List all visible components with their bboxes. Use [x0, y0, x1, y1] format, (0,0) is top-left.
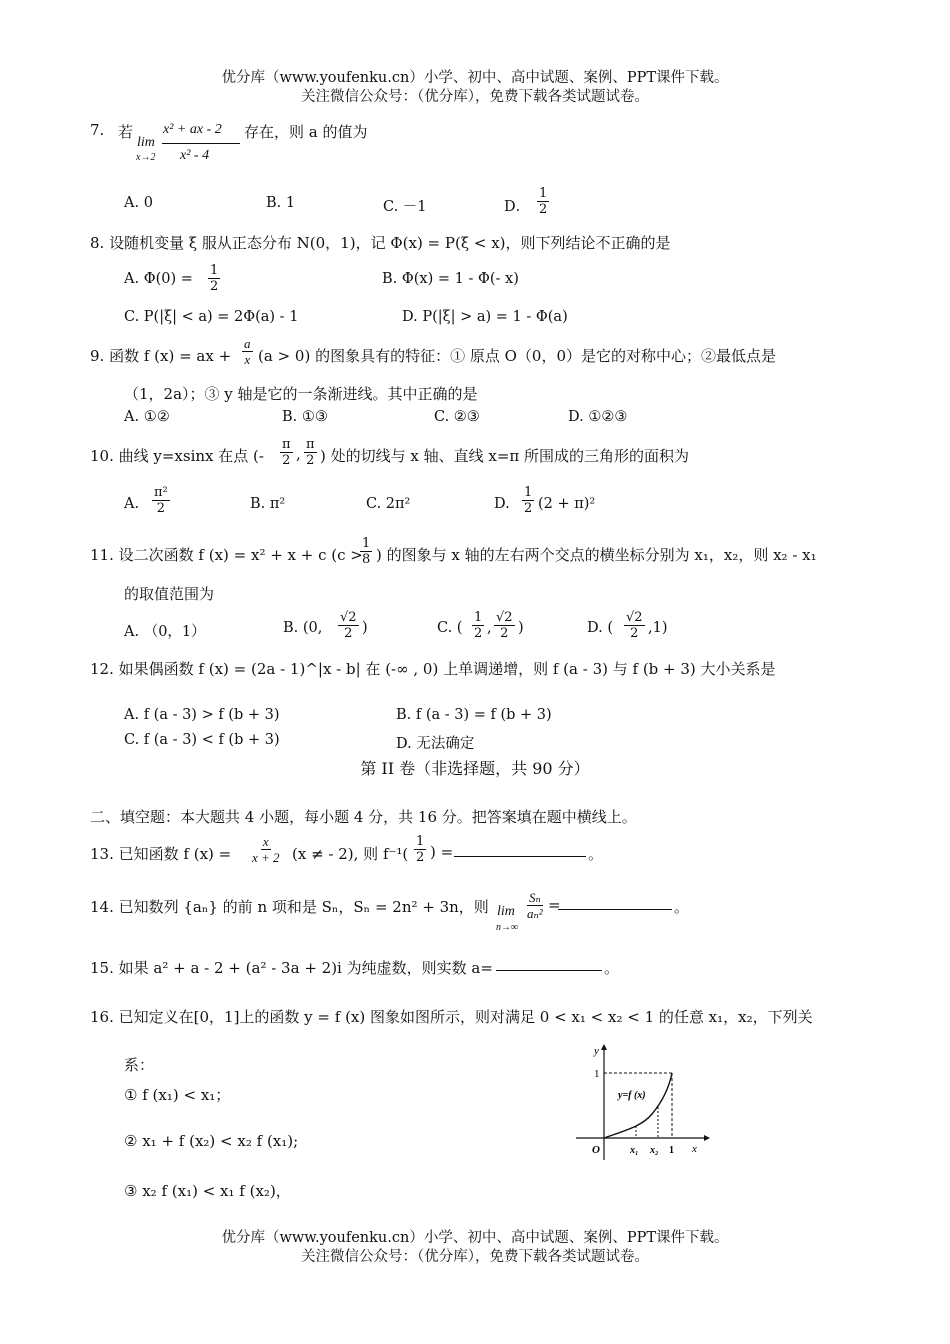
q14-frac [523, 890, 547, 921]
section-2-title: 第 II 卷（非选择题，共 90 分） [360, 759, 590, 778]
q10-option-c: C. 2π² [366, 496, 411, 512]
q7-option-b: B. 1 [266, 195, 296, 211]
q10-a-num: π² [154, 485, 168, 500]
x1-tick-label: x₁ [630, 1145, 639, 1156]
q11-option-a: A. （0，1） [124, 624, 206, 640]
q16-line-1: 16. 已知定义在[0，1]上的函数 y = f (x) 图象如图所示，则对满足 0 < x₁ < x₂ < 1 的任意 x₁，x₂，下列关 [90, 1008, 813, 1026]
q12-option-d: D. 无法确定 [396, 736, 475, 752]
q13-end: 。 [588, 845, 604, 863]
q14-l-num: Sₙ [528, 890, 541, 905]
q11-c2-num: √2 [496, 610, 513, 625]
q7-d-den: 2 [539, 202, 548, 217]
q12-option-c: C. f (a - 3) < f (b + 3) [124, 732, 280, 748]
q10-p-den2: 2 [306, 453, 315, 468]
q11-d-den: 2 [630, 626, 639, 641]
y-axis-label: y [594, 1045, 599, 1057]
q11-option-d-frac [622, 610, 647, 641]
curve-label: y=f (x) [618, 1090, 646, 1101]
q7-number: 7. [90, 121, 105, 139]
q14-answer-blank[interactable] [558, 895, 672, 914]
q10-d-den: 2 [524, 501, 533, 516]
q11-b-den: 2 [344, 626, 353, 641]
q10-suffix: ) 处的切线与 x 轴、直线 x=π 所围成的三角形的面积为 [320, 447, 690, 465]
q15-end: 。 [604, 959, 620, 977]
q11-d-num: √2 [626, 610, 643, 625]
q10-p-den: 2 [282, 453, 291, 468]
q9-frac-den: x [244, 352, 251, 367]
q12-option-a: A. f (a - 3) > f (b + 3) [124, 707, 280, 723]
q11-b-num: √2 [340, 610, 357, 625]
q7-lim-sub: x→2 [136, 152, 156, 163]
q10-a-den: 2 [156, 501, 166, 516]
q10-option-a: A. [124, 496, 140, 512]
q13-prefix: 13. 已知函数 f (x) = [90, 845, 232, 863]
footer-line-2: 关注微信公众号：（优分库），免费下载各类试题试卷。 [301, 1249, 649, 1265]
q14-lim-sub: n→∞ [496, 922, 519, 933]
q10-d-num: 1 [524, 485, 533, 500]
q11-c1-den: 2 [474, 626, 483, 641]
q10-p-num2: π [306, 437, 315, 452]
function-graph [572, 1040, 712, 1164]
q9-suffix: (a > 0) 的图象具有的特征：① 原点 O（0，0）是它的对称中心；②最低点是 [258, 347, 776, 365]
q11-option-b: B. (0, [283, 620, 323, 636]
q13-tail: ) = [430, 843, 454, 861]
q16-line-2: 系： [124, 1056, 155, 1074]
q14-prefix: 14. 已知数列 {aₙ} 的前 n 项和是 Sₙ，Sₙ = 2n² + 3n，则 [90, 898, 489, 916]
q12-text: 12. 如果偶函数 f (x) = (2a - 1)^|x - b| 在 (-∞ , 0) 上单调递增，则 f (a - 3) 与 f (b + 3) 大小关系是 [90, 660, 776, 678]
q13-mid: (x ≠ - 2), 则 f⁻¹( [292, 845, 409, 863]
x-axis-label: x [692, 1143, 697, 1155]
q14-l-den: aₙ² [527, 906, 543, 921]
q10-option-a-frac [150, 485, 172, 516]
q11-option-b-frac [336, 610, 361, 641]
footer-line-1: 优分库（www.youfenku.cn）小学、初中、高中试题、案例、PPT课件下载。 [221, 1230, 729, 1246]
q15-text: 15. 如果 a² + a - 2 + (a² - 3a + 2)i 为纯虚数，则实数 a= [90, 959, 493, 977]
q7-d-num: 1 [539, 186, 548, 201]
q13-a-num: 1 [416, 834, 425, 849]
q9-frac-num: a [244, 336, 251, 351]
q14-lim: lim [497, 904, 515, 919]
q7-option-c: C. －1 [383, 199, 427, 215]
q9-option-d: D. ①②③ [568, 409, 628, 425]
q10-option-b: B. π² [250, 496, 286, 512]
q11-option-c-comma: , [487, 620, 492, 636]
q12-option-b: B. f (a - 3) = f (b + 3) [396, 707, 552, 723]
x2-tick-label: x₂ [650, 1145, 659, 1156]
q7-prefix: 若 [118, 123, 134, 141]
q11-c-num: 1 [362, 536, 371, 551]
q10-prefix: 10. 曲线 y=xsinx 在点 (- [90, 447, 264, 465]
q11-c1-num: 1 [474, 610, 483, 625]
q7-suffix: 存在，则 a 的值为 [244, 123, 368, 141]
q7-option-d: D． [504, 199, 531, 215]
q11-c2-den: 2 [500, 626, 509, 641]
q8-option-d: D. P(|ξ| > a) = 1 - Φ(a) [402, 309, 568, 325]
y-axis-arrow-icon [601, 1044, 607, 1050]
q8-option-c: C. P(|ξ| < a) = 2Φ(a) - 1 [124, 309, 299, 325]
function-curve [604, 1073, 672, 1138]
q8-option-b: B. Φ(x) = 1 - Φ(- x) [382, 271, 519, 287]
q8-a-den: 2 [210, 279, 219, 294]
q10-point-frac1 [278, 437, 295, 468]
q8-option-a-frac [206, 263, 222, 294]
q14-end: 。 [674, 898, 690, 916]
q7-denominator: x² - 4 [180, 148, 210, 163]
section-2-instruction: 二、填空题：本大题共 4 小题，每小题 4 分，共 16 分。把答案填在题中横线上。 [90, 808, 637, 826]
q7-numerator: x² + ax - 2 [163, 122, 222, 137]
header-line-1: 优分库（www.youfenku.cn）小学、初中、高中试题、案例、PPT课件下载。 [221, 70, 729, 86]
q13-arg-frac [412, 834, 428, 865]
y-one-label: 1 [594, 1068, 600, 1080]
x-one-label: 1 [669, 1145, 674, 1156]
q10-comma: , [296, 445, 301, 463]
q10-point-frac2 [302, 437, 319, 468]
q11-c-den: 8 [362, 552, 371, 567]
q16-item-3: ③ x₂ f (x₁) < x₁ f (x₂)， [124, 1182, 291, 1200]
q7-option-d-frac [535, 186, 551, 217]
q10-option-d: D. [494, 496, 510, 512]
q11-prefix: 11. 设二次函数 f (x) = x² + x + c (c > [90, 546, 363, 564]
q10-option-d-frac [520, 485, 536, 516]
q9-line-2: （1，2a）；③ y 轴是它的一条渐进线。其中正确的是 [124, 385, 478, 403]
q10-option-d-tail: (2 + π)² [538, 496, 596, 512]
origin-label: O [592, 1144, 600, 1156]
q9-option-b: B. ①③ [282, 409, 328, 425]
q11-option-d-tail: ,1) [648, 620, 668, 636]
q16-item-2: ② x₁ + f (x₂) < x₂ f (x₁); [124, 1132, 299, 1150]
q11-option-c-frac2 [492, 610, 517, 641]
q10-p-num: π [282, 437, 291, 452]
q7-option-a: A. 0 [124, 195, 153, 211]
q7-fraction-bar [162, 143, 240, 144]
q9-frac [240, 336, 255, 367]
q7-lim: lim [137, 135, 155, 150]
q11-suffix: ) 的图象与 x 轴的左右两个交点的横坐标分别为 x₁，x₂，则 x₂ - x₁ [376, 546, 817, 564]
q11-c-frac [358, 536, 374, 567]
q13-f-den: x + 2 [252, 850, 280, 865]
q13-answer-blank[interactable] [454, 842, 586, 861]
q9-option-c: C. ②③ [434, 409, 480, 425]
q11-option-b-close: ) [362, 620, 368, 636]
q13-a-den: 2 [416, 850, 425, 865]
q11-line-2: 的取值范围为 [124, 585, 215, 603]
q8-option-a: A. Φ(0) = [124, 271, 193, 287]
q11-option-c: C. ( [437, 620, 463, 636]
header-line-2: 关注微信公众号：（优分库），免费下载各类试题试卷。 [301, 89, 649, 105]
q16-item-1: ① f (x₁) < x₁； [124, 1086, 231, 1104]
q14-tail: = [548, 896, 561, 914]
q11-option-d: D. ( [587, 620, 613, 636]
q9-prefix: 9. 函数 f (x) = ax + [90, 347, 232, 365]
q11-option-c-frac1 [470, 610, 486, 641]
q15-answer-blank[interactable] [496, 956, 602, 975]
q8-text: 8. 设随机变量 ξ 服从正态分布 N(0，1)，记 Φ(x) = P(ξ < x)，则下列结论不正确的是 [90, 234, 671, 252]
q13-f-frac [248, 834, 284, 865]
q8-a-num: 1 [210, 263, 219, 278]
q9-option-a: A. ①② [124, 409, 170, 425]
x-axis-arrow-icon [704, 1135, 710, 1141]
q13-f-num: x [262, 834, 269, 849]
q11-option-c-close: ) [518, 620, 524, 636]
